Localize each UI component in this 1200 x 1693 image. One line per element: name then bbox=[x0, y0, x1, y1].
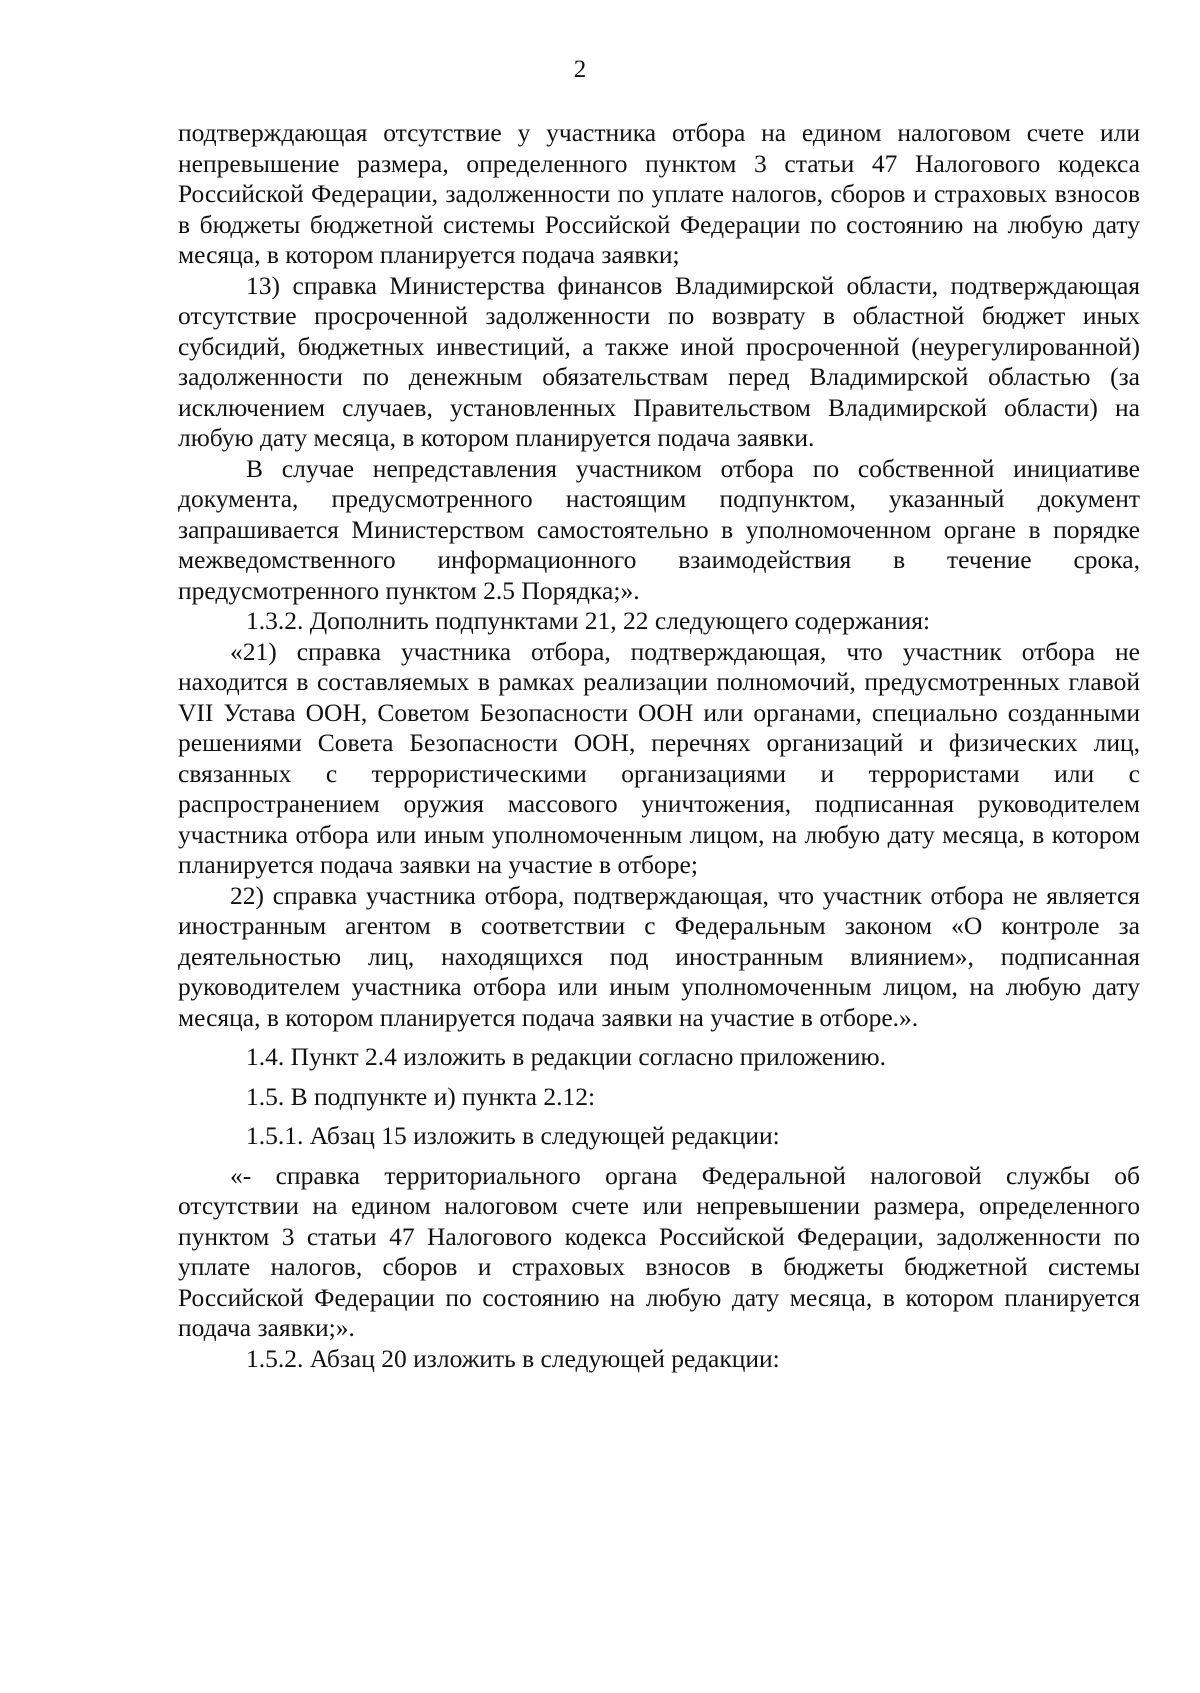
paragraph-1-5-1: 1.5.1. Абзац 15 изложить в следующей редакции: bbox=[246, 1121, 780, 1150]
document-body bbox=[178, 118, 1140, 1374]
paragraph-fns-certificate: «- справка территориального органа Федеральной налоговой службы об отсутствии на едином налоговом счете или непревышении размера, определенного пунктом 3 статьи 47 Налогового кодекса Российской Федерации, задолженности по уплате налогов, сборов и страховых взносов в бюджеты бюджетной системы Российской Федерации по состоянию на любую дату месяца, в котором планируется подача заявки;». bbox=[178, 1160, 1140, 1342]
paragraph-1-5: 1.5. В подпункте и) пункта 2.12: bbox=[246, 1081, 596, 1111]
paragraph-1-4: 1.4. Пункт 2.4 изложить в редакции согласно приложению. bbox=[246, 1042, 886, 1071]
paragraph-1-3-2: 1.3.2. Дополнить подпунктами 21, 22 следующего содержания: bbox=[246, 606, 931, 635]
paragraph-1-5-2: 1.5.2. Абзац 20 изложить в следующей редакции: bbox=[246, 1343, 780, 1373]
paragraph-item-13: 13) справка Министерства финансов Владимирской области, подтверждающая отсутствие просроченной задолженности по возврату в областной бюджет иных субсидий, бюджетных инвестиций, а также иной просроченной (неурегулированной) задолженности по денежным обязательствам перед Владимирской областью (за исключением случаев, установленных Правительством Владимирской области) на любую дату месяца, в котором планируется подача заявки. bbox=[178, 270, 1140, 452]
paragraph-continuation: подтверждающая отсутствие у участника отбора на едином налоговом счете или непревышение размера, определенного пунктом 3 статьи 47 Налогового кодекса Российской Федерации, задолженности по уплате налогов, сборов и страховых взносов в бюджеты бюджетной системы Российской Федерации по состоянию на любую дату месяца, в котором планируется подача заявки; bbox=[178, 118, 1140, 269]
paragraph-item-22: 22) справка участника отбора, подтверждающая, что участник отбора не является иностранным агентом в соответствии с Федеральным законом «О контроле за деятельностью лиц, находящихся под иностранным влиянием», подписанная руководителем участника отбора или иным уполномоченным лицом, на любую дату месяца, в котором планируется подача заявки на участие в отборе.». bbox=[178, 880, 1140, 1032]
paragraph-item-21: «21) справка участника отбора, подтверждающая, что участник отбора не находится в составляемых в рамках реализации полномочий, предусмотренных главой VII Устава ООН, Советом Безопасности ООН или органами, специально созданными решениями Совета Безопасности ООН, перечнях организаций и физических лиц, связанных с террористическими организациями и террористами или с распространением оружия массового уничтожения, подписанная руководителем участника отбора или иным уполномоченным лицом, на любую дату месяца, в котором планируется подача заявки на участие в отборе; bbox=[178, 636, 1140, 879]
page-number: 2 bbox=[573, 56, 587, 83]
paragraph-non-submission: В случае непредставления участником отбора по собственной инициативе документа, предусмотренного настоящим подпунктом, указанный документ запрашивается Министерством самостоятельно в уполномоченном органе в порядке межведомственного информационного взаимодействия в течение срока, предусмотренного пунктом 2.5 Порядка;». bbox=[178, 453, 1140, 605]
